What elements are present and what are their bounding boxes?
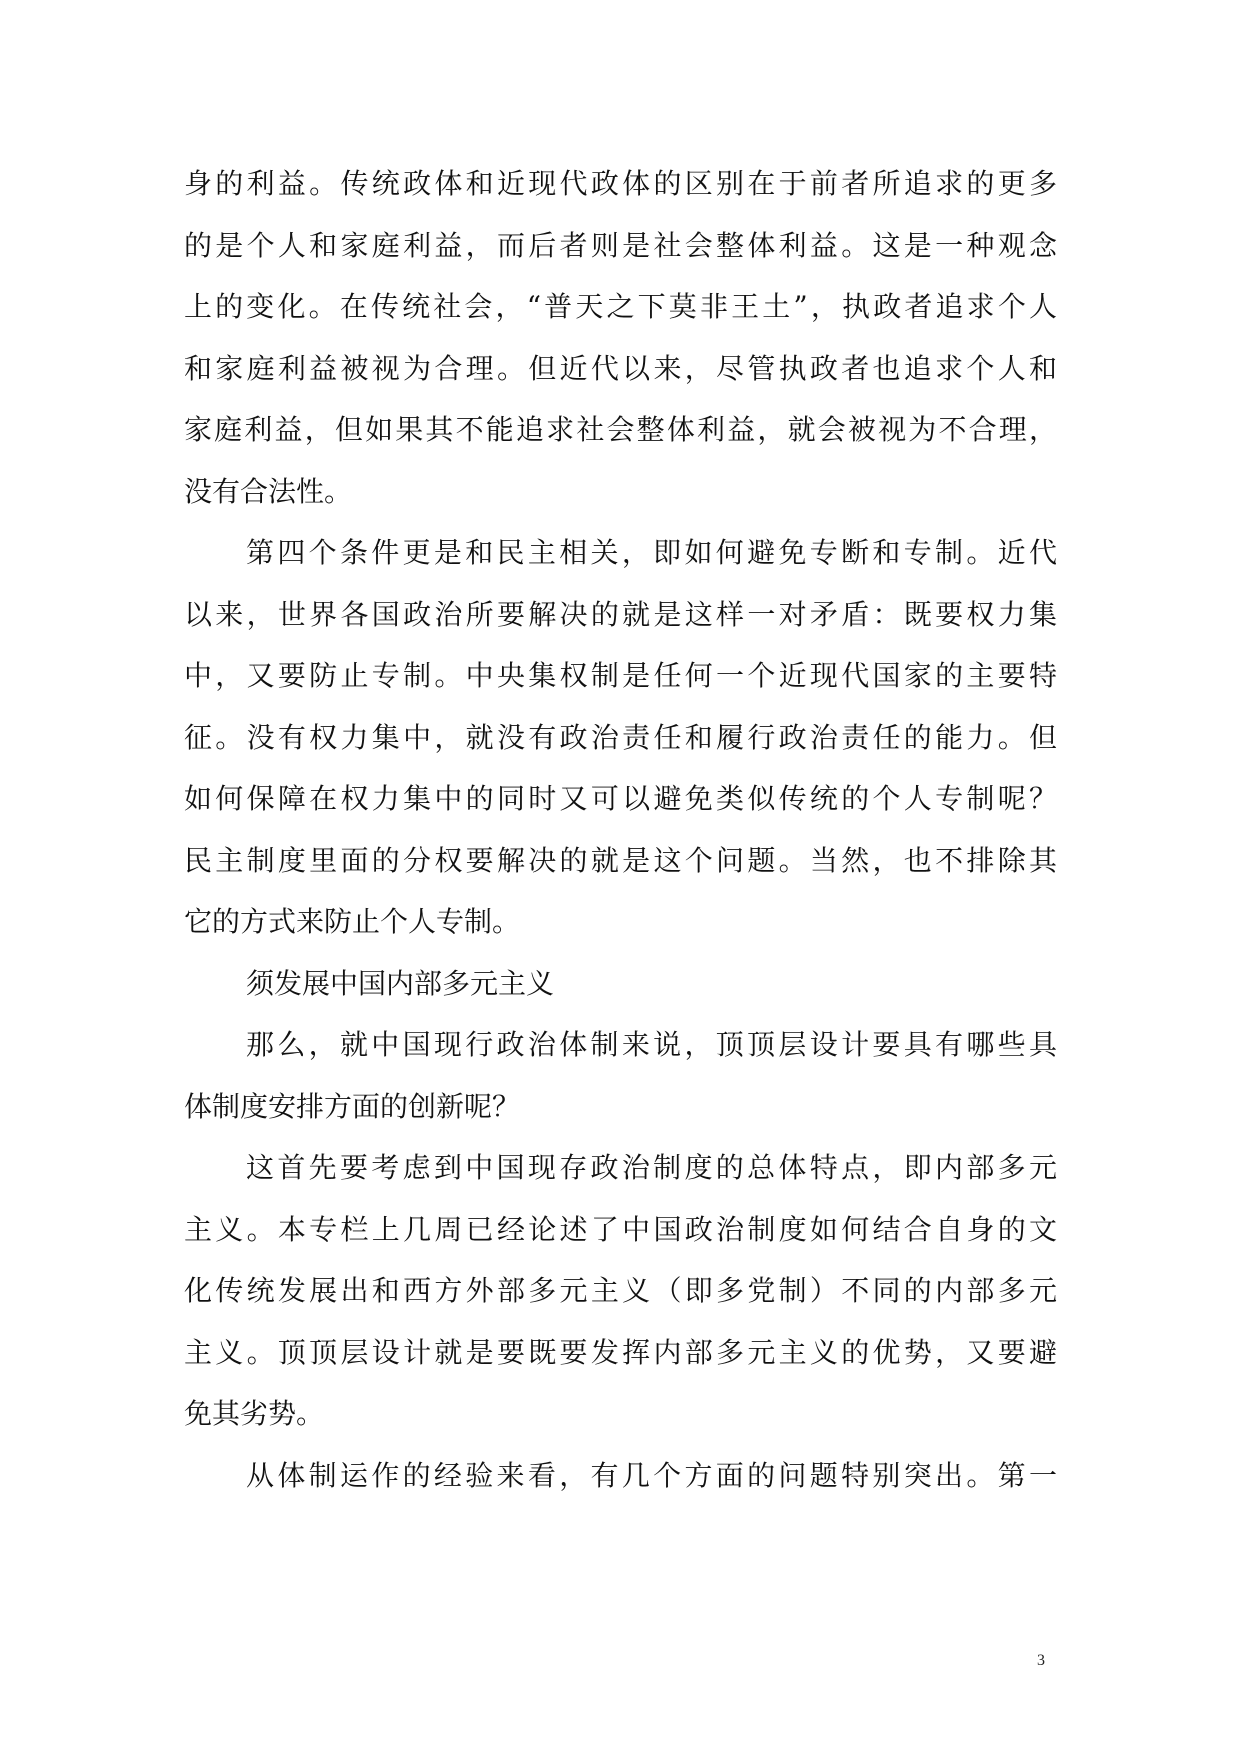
- text-line: 中，又要防止专制。中央集权制是任何一个近现代国家的主要特: [184, 659, 1057, 692]
- section-heading: 须发展中国内部多元主义: [246, 966, 555, 1000]
- text-line: 以来，世界各国政治所要解决的就是这样一对矛盾：既要权力集: [184, 597, 1057, 631]
- text-line: 它的方式来防止个人专制。: [184, 905, 521, 938]
- page-number: 3: [1037, 1652, 1045, 1669]
- text-line: 和家庭利益被视为合理。但近代以来，尽管执政者也追求个人和: [184, 351, 1057, 385]
- text-line: 身的利益。传统政体和近现代政体的区别在于前者所追求的更多: [184, 167, 1057, 200]
- text-line: 上的变化。在传统社会，“普天之下莫非王土”，执政者追求个人: [184, 290, 1057, 323]
- paragraph-first-line: 第四个条件更是和民主相关，即如何避免专断和专制。近代: [246, 536, 1057, 569]
- text-line: 化传统发展出和西方外部多元主义（即多党制）不同的内部多元: [184, 1274, 1057, 1307]
- text-line: 免其劣势。: [184, 1397, 325, 1430]
- text-line: 没有合法性。: [184, 474, 353, 508]
- paragraph-first-line: 从体制运作的经验来看，有几个方面的问题特别突出。第一: [246, 1458, 1057, 1492]
- text-line: 如何保障在权力集中的同时又可以避免类似传统的个人专制呢？: [184, 782, 1057, 815]
- paragraph-first-line: 这首先要考虑到中国现存政治制度的总体特点，即内部多元: [246, 1151, 1057, 1184]
- text-line: 家庭利益，但如果其不能追求社会整体利益，就会被视为不合理，: [184, 413, 1057, 446]
- text-line: 的是个人和家庭利益，而后者则是社会整体利益。这是一种观念: [184, 228, 1057, 262]
- text-line: 民主制度里面的分权要解决的就是这个问题。当然，也不排除其: [184, 843, 1057, 877]
- text-line: 体制度安排方面的创新呢？: [184, 1089, 521, 1123]
- text-line: 征。没有权力集中，就没有政治责任和履行政治责任的能力。但: [184, 720, 1057, 754]
- body-text: [184, 153, 1057, 1506]
- text-line: 主义。本专栏上几周已经论述了中国政治制度如何结合自身的文: [184, 1212, 1057, 1246]
- paragraph-first-line: 那么，就中国现行政治体制来说，顶顶层设计要具有哪些具: [246, 1028, 1057, 1061]
- text-line: 主义。顶顶层设计就是要既要发挥内部多元主义的优势，又要避: [184, 1335, 1057, 1369]
